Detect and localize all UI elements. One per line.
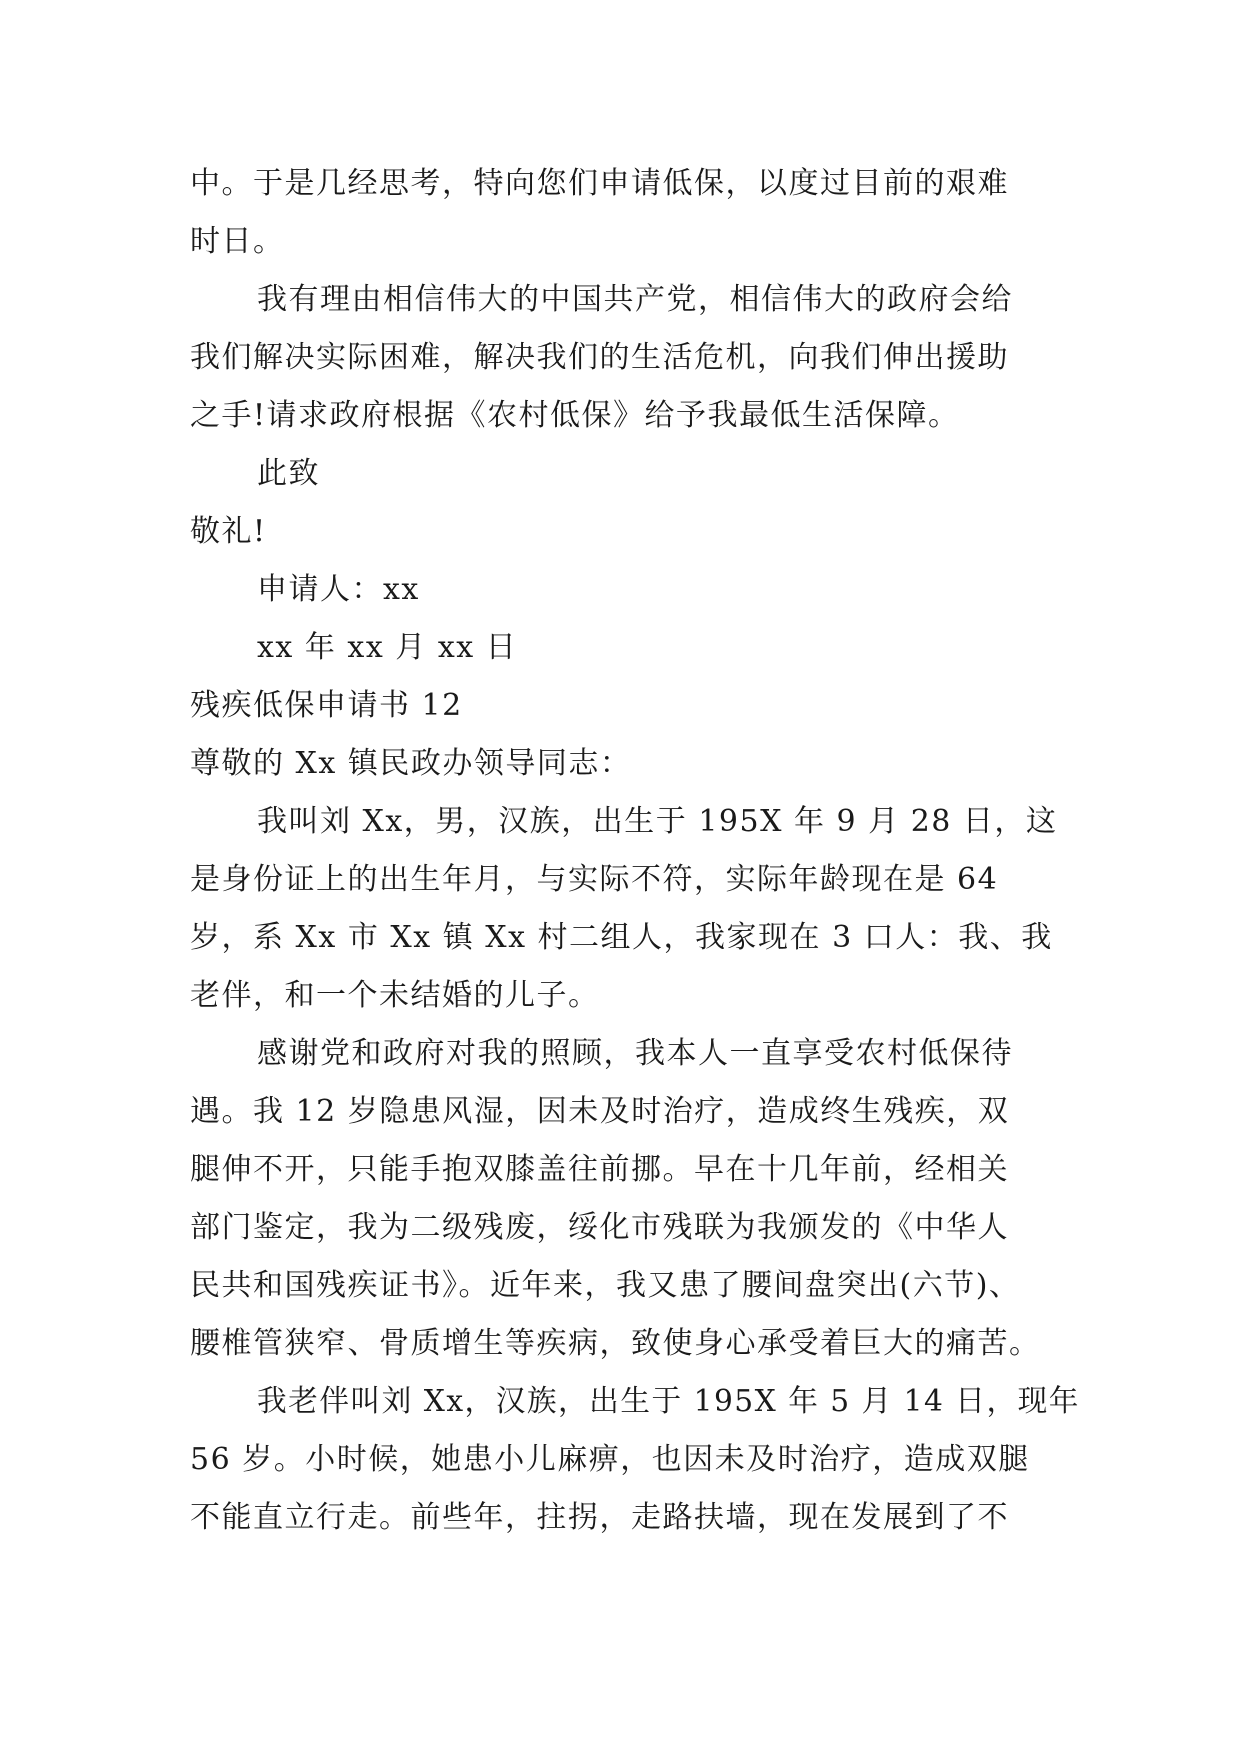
text-line: 岁，系 Xx 市 Xx 镇 Xx 村二组人，我家现在 3 口人：我、我 [190, 920, 1053, 955]
text-line: 我们解决实际困难，解决我们的生活危机，向我们伸出援助 [190, 340, 1009, 375]
text-line: 我叫刘 Xx，男，汉族，出生于 195X 年 9 月 28 日，这 [257, 804, 1058, 839]
closing-phrase: 此致 [257, 456, 320, 491]
text-line: 不能直立行走。前些年，拄拐，走路扶墙，现在发展到了不 [190, 1500, 1009, 1535]
applicant-signature: 申请人：xx [257, 572, 420, 607]
addressee: 尊敬的 Xx 镇民政办领导同志： [190, 746, 632, 781]
text-line: 腰椎管狭窄、骨质增生等疾病，致使身心承受着巨大的痛苦。 [190, 1326, 1041, 1361]
text-line: 部门鉴定，我为二级残废，绥化市残联为我颁发的《中华人 [190, 1210, 1009, 1245]
text-line: 遇。我 12 岁隐患风湿，因未及时治疗，造成终生残疾，双 [190, 1094, 1010, 1129]
text-line: 时日。 [190, 224, 285, 259]
section-title: 残疾低保申请书 12 [190, 688, 463, 723]
text-line: 中。于是几经思考，特向您们申请低保，以度过目前的艰难 [190, 166, 1009, 201]
text-line: 老伴，和一个未结婚的儿子。 [190, 978, 600, 1013]
text-line: 感谢党和政府对我的照顾，我本人一直享受农村低保待 [257, 1036, 1013, 1071]
salutation: 敬礼! [190, 514, 267, 549]
text-line: 腿伸不开，只能手抱双膝盖往前挪。早在十几年前，经相关 [190, 1152, 1009, 1187]
text-line: 我有理由相信伟大的中国共产党，相信伟大的政府会给 [257, 282, 1013, 317]
text-line: 民共和国残疾证书》。近年来，我又患了腰间盘突出(六节)、 [190, 1268, 1021, 1303]
text-line: 是身份证上的出生年月，与实际不符，实际年龄现在是 64 [190, 862, 999, 897]
text-line: 之手!请求政府根据《农村低保》给予我最低生活保障。 [190, 398, 960, 433]
text-line: 56 岁。小时候，她患小儿麻痹，也因未及时治疗，造成双腿 [190, 1442, 1030, 1477]
text-line: 我老伴叫刘 Xx，汉族，出生于 195X 年 5 月 14 日，现年 [257, 1384, 1080, 1419]
date-line: xx 年 xx 月 xx 日 [257, 630, 518, 665]
